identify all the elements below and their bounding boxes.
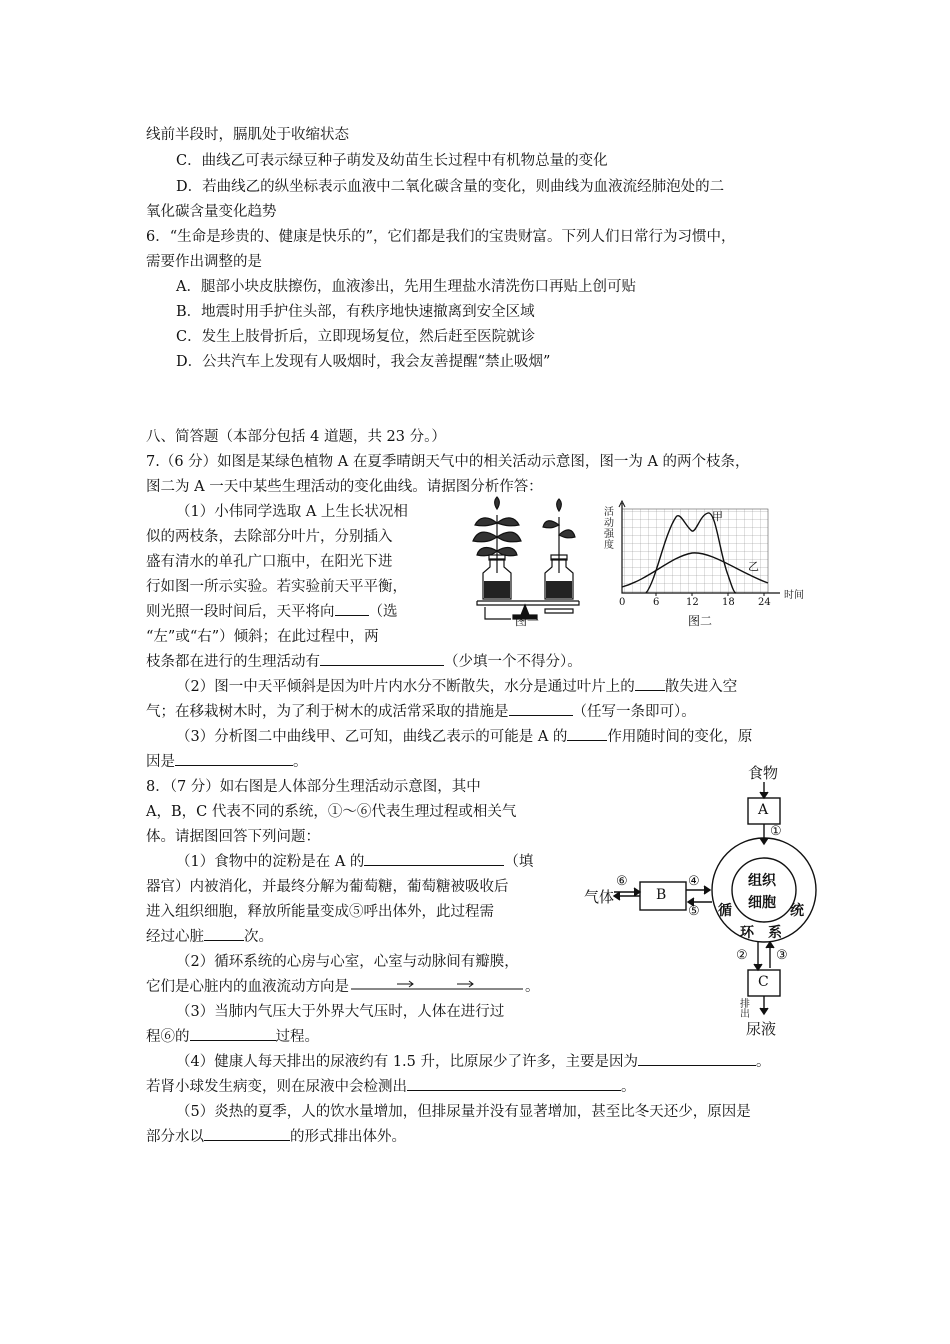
q8-blank-flow-direction[interactable] bbox=[349, 977, 525, 991]
q8-p4-line1 bbox=[176, 1051, 771, 1073]
diagram-circ-label-1: 循 bbox=[718, 903, 732, 919]
q7-p3-line2-tail: 。 bbox=[293, 754, 308, 770]
figure-2-label-jia: 甲 bbox=[712, 510, 723, 523]
q7-blank-tilt-direction[interactable] bbox=[335, 601, 369, 616]
q8-p1-line4-text: 经过心脏 bbox=[146, 929, 204, 945]
q8-stem-line1: 8．（7 分）如右图是人体部分生理活动示意图，其中 bbox=[146, 779, 481, 795]
q7-p3-line2 bbox=[146, 751, 308, 773]
q8-p2-line2-text: 它们是心脏内的血液流动方向是 bbox=[146, 979, 349, 995]
q8-blank-detected[interactable] bbox=[407, 1076, 621, 1091]
q8-p4-line1-text: （4）健康人每天排出的尿液约有 1.5 升，比原尿少了许多，主要是因为 bbox=[176, 1054, 639, 1070]
diagram-food-label: 食物 bbox=[748, 764, 779, 782]
q8-p3-line1: （3）当肺内气压大于外界大气压时，人体在进行过 bbox=[176, 1004, 505, 1020]
q7-stem-line1: 7.（6 分）如图是某绿色植物 A 在夏季晴朗天气中的相关活动示意图，图一为 A 的两个枝条， bbox=[146, 454, 750, 470]
q7-p1-line5-tail: （选 bbox=[368, 604, 398, 620]
q7-p1-line7-text: 枝条都在进行的生理活动有 bbox=[146, 654, 320, 670]
q7-blank-stomata[interactable] bbox=[635, 676, 665, 691]
q7-p1-line6: “左”或“右”）倾斜；在此过程中，两 bbox=[146, 629, 379, 645]
q7-blank-measure[interactable] bbox=[509, 701, 573, 716]
diagram-num-3: ③ bbox=[776, 948, 788, 963]
diagram-box-b: B bbox=[656, 887, 667, 903]
q8-p1-line2: 器官）内被消化，并最终分解为葡萄糖，葡萄糖被吸收后 bbox=[146, 879, 509, 895]
diagram-num-2: ② bbox=[736, 948, 748, 963]
diagram-cell-label-2: 细胞 bbox=[748, 895, 776, 911]
q7-p2-line2 bbox=[146, 701, 696, 723]
q8-p3-line2-tail: 过程。 bbox=[275, 1029, 319, 1045]
q8-blank-breathing[interactable] bbox=[190, 1026, 276, 1041]
q8-p1-line1-tail: （填 bbox=[504, 854, 534, 870]
q7-p3-line1 bbox=[176, 726, 752, 748]
q8-p1-line1-text: （1）食物中的淀粉是在 A 的 bbox=[176, 854, 365, 870]
q7-p1-line5-text: 则光照一段时间后，天平将向 bbox=[146, 604, 335, 620]
q8-p5-line2-text: 部分水以 bbox=[146, 1129, 204, 1145]
q7-p1-line3: 盛有清水的单孔广口瓶中，在阳光下进 bbox=[146, 554, 393, 570]
q8-p1-line4-tail: 次。 bbox=[244, 929, 273, 945]
diagram-box-c: C bbox=[758, 974, 769, 990]
q6-stem-line2: 需要作出调整的是 bbox=[146, 254, 262, 270]
q8-p4-line2-tail: 。 bbox=[621, 1079, 636, 1095]
q6-option-a: A．腿部小块皮肤擦伤，血液渗出，先用生理盐水清洗伤口再贴上创可贴 bbox=[176, 279, 636, 295]
q8-p1-line3: 进入组织细胞，释放所能量变成⑤呼出体外，此过程需 bbox=[146, 904, 494, 920]
q5-option-c: C．曲线乙可表示绿豆种子萌发及幼苗生长过程中有机物总量的变化 bbox=[176, 153, 608, 169]
q8-blank-organ[interactable] bbox=[364, 851, 504, 866]
q7-p1-line7-tail: （少填一个不得分）。 bbox=[444, 654, 582, 670]
diagram-circ-label-3: 系 bbox=[768, 925, 782, 941]
diagram-circ-label-4: 统 bbox=[790, 903, 804, 919]
diagram-num-6: ⑥ bbox=[616, 874, 628, 889]
q8-p4-line2-text: 若肾小球发生病变，则在尿液中会检测出 bbox=[146, 1079, 407, 1095]
q5-option-d-line2: 氧化碳含量变化趋势 bbox=[146, 204, 277, 220]
diagram-gas-label: 气体 bbox=[584, 888, 615, 906]
diagram-circ-label-2: 环 bbox=[740, 925, 754, 941]
figure-2-tick-0: 0 bbox=[619, 597, 626, 608]
diagram-num-1: ① bbox=[770, 824, 782, 839]
q8-p1-line1 bbox=[176, 851, 533, 873]
figure-2-tick-12: 12 bbox=[686, 597, 699, 608]
q8-p5-line2 bbox=[146, 1126, 406, 1148]
q5-continuation: 线前半段时，膈肌处于收缩状态 bbox=[146, 127, 349, 143]
q7-p3-line2-text: 因是 bbox=[146, 754, 175, 770]
q8-p4-line2 bbox=[146, 1076, 636, 1098]
q7-p2-line2-tail: （任写一条即可）。 bbox=[572, 704, 696, 720]
figure-2-tick-6: 6 bbox=[653, 597, 660, 608]
q7-p2-line2-text: 气；在移栽树木时，为了利于树木的成活常采取的措施是 bbox=[146, 704, 509, 720]
q8-p5-line1: （5）炎热的夏季，人的饮水量增加，但排尿量并没有显著增加，甚至比冬天还少，原因是 bbox=[176, 1104, 751, 1120]
figure-2-caption: 图二 bbox=[688, 614, 713, 628]
diagram-cell-label-1: 组织 bbox=[748, 873, 776, 889]
q8-stem-line2: A，B，C 代表不同的系统，①～⑥代表生理过程或相关气 bbox=[146, 804, 517, 820]
q8-p1-line4 bbox=[146, 926, 273, 948]
q7-blank-activities[interactable] bbox=[320, 651, 444, 666]
q6-option-c: C．发生上肢骨折后，立即现场复位，然后赶至医院就诊 bbox=[176, 329, 536, 345]
q7-p1-line1: （1）小伟同学选取 A 上生长状况相 bbox=[176, 504, 408, 520]
diagram-num-4: ④ bbox=[688, 874, 700, 889]
q8-p3-line2-text: 程⑥的 bbox=[146, 1029, 190, 1045]
figure-2-tick-24: 24 bbox=[758, 597, 771, 608]
q7-blank-reason[interactable] bbox=[175, 751, 293, 766]
q7-p1-line7 bbox=[146, 651, 582, 673]
figure-2-chart bbox=[600, 495, 810, 630]
figure-2-label-yi: 乙 bbox=[748, 560, 759, 573]
figure-2-xlabel: 时间 bbox=[784, 590, 804, 601]
q7-p1-line4: 行如图一所示实验。若实验前天平平衡， bbox=[146, 579, 407, 595]
q5-option-d-line1: D．若曲线乙的纵坐标表示血液中二氧化碳含量的变化，则曲线为血液流经肺泡处的二 bbox=[176, 179, 725, 195]
figure-1-caption: 图一 bbox=[515, 614, 540, 628]
q8-stem-line3: 体。请据图回答下列问题： bbox=[146, 829, 320, 845]
section-title: 八、简答题（本部分包括 4 道题，共 23 分。） bbox=[146, 429, 446, 445]
q7-p2-line1-text: （2）图一中天平倾斜是因为叶片内水分不断散失，水分是通过叶片上的 bbox=[176, 679, 635, 695]
physiology-diagram bbox=[584, 760, 820, 1040]
q8-p2-line2 bbox=[146, 976, 540, 998]
q7-p3-line1-text: （3）分析图二中曲线甲、乙可知，曲线乙表示的可能是 A 的 bbox=[176, 729, 568, 745]
q7-p1-line2: 似的两枝条，去除部分叶片，分别插入 bbox=[146, 529, 393, 545]
q7-stem-line2: 图二为 A 一天中某些生理活动的变化曲线。请据图分析作答： bbox=[146, 479, 543, 495]
q6-option-d: D．公共汽车上发现有人吸烟时，我会友善提醒“禁止吸烟” bbox=[176, 354, 551, 370]
q8-blank-reabsorption[interactable] bbox=[638, 1051, 756, 1066]
q7-p2-line1-tail: 散失进入空 bbox=[664, 679, 738, 695]
q7-p3-line1-tail: 作用随时间的变化，原 bbox=[607, 729, 753, 745]
q6-option-b: B．地震时用手护住头部，有秩序地快速撤离到安全区域 bbox=[176, 304, 535, 320]
diagram-box-a: A bbox=[758, 802, 769, 818]
q8-p3-line2 bbox=[146, 1026, 319, 1048]
q8-p2-line2-tail: 。 bbox=[525, 979, 540, 995]
q7-p1-line5 bbox=[146, 601, 398, 623]
q8-p2-line1: （2）循环系统的心房与心室，心室与动脉间有瓣膜， bbox=[176, 954, 519, 970]
figure-2-ylabel: 活动强度 bbox=[604, 507, 614, 551]
q7-p2-line1 bbox=[176, 676, 737, 698]
q8-p5-line2-tail: 的形式排出体外。 bbox=[290, 1129, 406, 1145]
q8-p4-line1-tail: 。 bbox=[756, 1054, 771, 1070]
q8-blank-sweat[interactable] bbox=[204, 1126, 290, 1141]
figure-1-balance bbox=[455, 495, 595, 635]
q8-blank-heart-times[interactable] bbox=[204, 926, 244, 941]
q6-stem-line1: 6．“生命是珍贵的、健康是快乐的”，它们都是我们的宝贵财富。下列人们日常行为习惯中， bbox=[146, 229, 736, 245]
diagram-urine-label: 尿液 bbox=[746, 1020, 777, 1038]
diagram-excrete-label: 排出 bbox=[740, 999, 750, 1020]
q7-blank-process[interactable] bbox=[567, 726, 607, 741]
figure-2-tick-18: 18 bbox=[722, 597, 735, 608]
diagram-num-5: ⑤ bbox=[688, 904, 700, 919]
